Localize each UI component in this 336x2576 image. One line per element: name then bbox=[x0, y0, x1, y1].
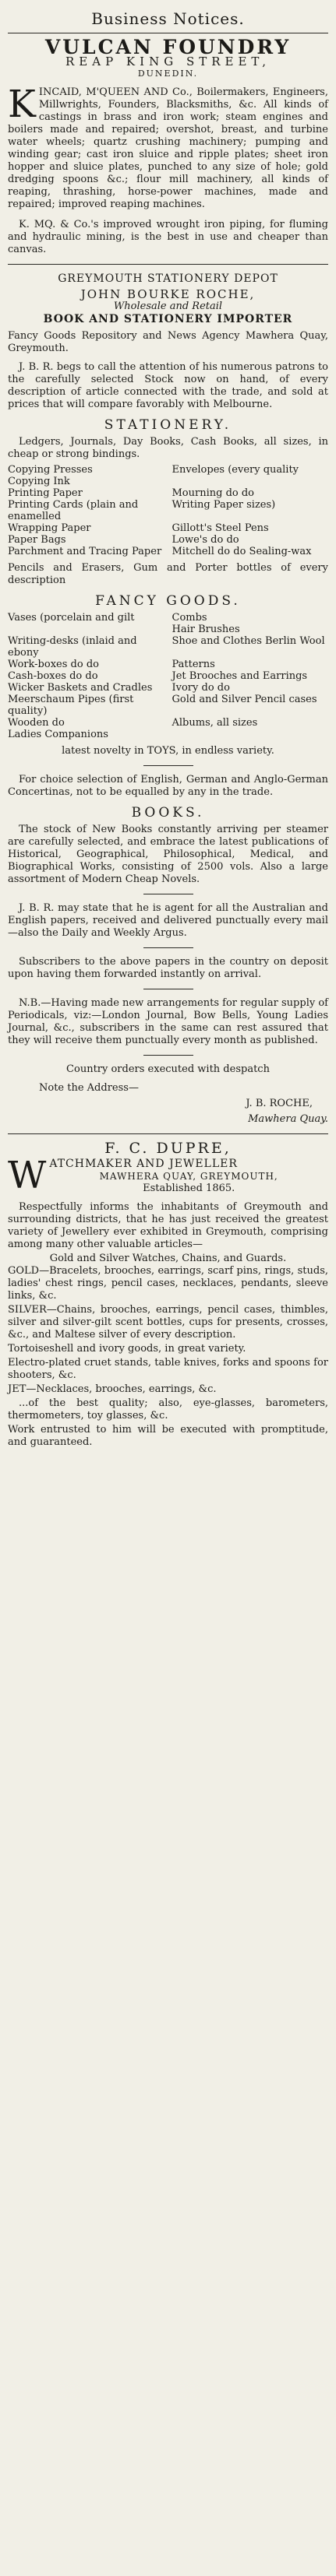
vulcan-note: K. MQ. & Co.'s improved wrought iron piping, for fluming and hydraulic mining, is the best in use and cheaper than canvas. bbox=[8, 219, 328, 255]
dupre-title: ATCHMAKER AND JEWELLER bbox=[49, 1158, 238, 1170]
fancy-item: Jet Brooches and Earrings bbox=[172, 670, 308, 682]
dupre-silver: SILVER—Chains, brooches, earrings, pencil cases, thimbles, silver and silver-gilt scent bottles, cups for presents, crosses, &c., and Maltese silver of every description. bbox=[8, 1304, 328, 1341]
dupre-electro: Electro-plated cruet stands, table knives, forks and spoons for shooters, &c. bbox=[8, 1357, 328, 1381]
fancy-item: Albums, all sizes bbox=[172, 717, 258, 729]
fancy-goods-line: Fancy Goods Repository and News Agency Mawhera Quay, Greymouth. bbox=[8, 330, 328, 354]
fancy-item: Ivory do do bbox=[172, 682, 230, 694]
importer-headline: BOOK AND STATIONERY IMPORTER bbox=[43, 313, 293, 325]
vulcan-body-text: INCAID, M'QUEEN AND Co., Boilermakers, Engineers, Millwrights, Founders, Blacksmiths, &c. All kinds of castings in brass and iron work; steam engines and boilers made and repaired; overshot, breast, and turbine water wheels; quartz crushing machinery; pumping and winding gear; cast iron sluice and ripple plates; sheet iron hopper and sluice plates, punched to any size of hole; gold dredging spoons &c.; flour mill machinery, all kinds of reaping, thrashing, horse-power machines, made and repaired; improved reaping machines. bbox=[8, 86, 328, 210]
stationery-item: Mourning do do bbox=[172, 487, 255, 499]
fancy-item: Hair Brushes bbox=[172, 624, 240, 635]
dupre-intro-tail: Gold and Silver Watches, Chains, and Guards. bbox=[49, 1253, 287, 1264]
fancy-goods-list bbox=[8, 612, 328, 740]
stationery-item: Printing Cards (plain and enamelled bbox=[8, 499, 139, 522]
vulcan-dropcap: K bbox=[8, 83, 36, 126]
stationery-tail: Pencils and Erasers, Gum and Porter bottles of every description bbox=[8, 562, 328, 586]
books-text: The stock of New Books constantly arriving per steamer are carefully selected, and embrace the latest publications of Historical, Geographical, Philosophical, Medical, and Biographical Works, consisting of 2500 vols. Also a large assortment of Modern Cheap Novels. bbox=[8, 824, 328, 885]
country-orders: Country orders executed with despatch bbox=[66, 1063, 270, 1075]
stationery-lead: Ledgers, Journals, Day Books, Cash Books, all sizes, in cheap or strong bindings. bbox=[8, 436, 328, 460]
stationery-heading: STATIONERY. bbox=[104, 417, 232, 433]
signature-place: Mawhera Quay. bbox=[248, 1113, 328, 1125]
stationery-item: Wrapping Paper bbox=[8, 522, 91, 534]
dupre-gold: GOLD—Bracelets, brooches, earrings, scarf pins, rings, studs, ladies' chest rings, pencil cases, necklaces, pendants, sleeve links, &c. bbox=[8, 1265, 328, 1302]
fancy-goods-tail: latest novelty in TOYS, in endless variety. bbox=[62, 745, 274, 757]
stationery-intro: J. B. R. begs to call the attention of his numerous patrons to the carefully selected Stock now on hand, of every description of article connected with the trade, and sold at prices that will compare favorably with Melbourne. bbox=[8, 361, 328, 410]
fancy-item bbox=[172, 729, 329, 740]
dupre-tortoiseshell: Tortoiseshell and ivory goods, in great variety. bbox=[8, 1343, 246, 1355]
dupre-intro: Respectfully informs the inhabitants of Greymouth and surrounding districts, that he has just received the greatest variety of Jewellery ever exhibited in Greymouth, comprising among many other valuable articles— bbox=[8, 1201, 328, 1250]
vulcan-street: REAP KING STREET, bbox=[65, 54, 271, 69]
fancy-item: Combs bbox=[172, 612, 207, 624]
stationery-item: Paper Bags bbox=[8, 534, 66, 546]
fancy-item: Wooden do bbox=[8, 717, 65, 729]
dupre-name: F. C. DUPRE, bbox=[104, 1140, 232, 1157]
stationery-item: Copying Presses bbox=[8, 464, 93, 476]
stationery-item: Mitchell do do Sealing-wax bbox=[172, 546, 312, 557]
dupre-closing: Work entrusted to him will be executed with promptitude, and guaranteed. bbox=[8, 1424, 328, 1448]
fancy-item: Gold and Silver Pencil cases bbox=[172, 694, 317, 705]
nb-text: N.B.—Having made new arrangements for regular supply of Periodicals, viz:—London Journal, Bow Bells, Young Ladies Journal, &c., subscribers in the same can rest assured that they will receive them punctually every month as published. bbox=[8, 997, 328, 1046]
fancy-item bbox=[8, 624, 164, 635]
dupre-address: MAWHERA QUAY, GREYMOUTH, bbox=[99, 1171, 278, 1182]
divider bbox=[8, 1133, 328, 1134]
concertinas-text: For choice selection of English, German and Anglo-German Concertinas, not to be equalled by any in the trade. bbox=[8, 774, 328, 798]
stationery-item: Writing Paper sizes) bbox=[172, 499, 276, 511]
stationery-item: Copying Ink bbox=[8, 476, 70, 487]
stationery-item: Lowe's do do bbox=[172, 534, 239, 546]
vulcan-body bbox=[8, 83, 328, 211]
trade-type: Wholesale and Retail bbox=[113, 300, 223, 312]
agent-text: J. B. R. may state that he is agent for all the Australian and English papers, received and delivered punctually every mail—also the Daily and Weekly Argus. bbox=[8, 902, 328, 939]
signature-name: J. B. ROCHE, bbox=[246, 1098, 313, 1109]
divider bbox=[143, 947, 193, 948]
dupre-title-block bbox=[8, 1154, 328, 1197]
fancy-item: Meerschaum Pipes (first quality) bbox=[8, 694, 134, 717]
books-heading: BOOKS. bbox=[131, 805, 205, 821]
dupre-jet: JET—Necklaces, brooches, earrings, &c. bbox=[8, 1383, 217, 1395]
fancy-item: Work-boxes do do bbox=[8, 659, 99, 670]
divider bbox=[8, 264, 328, 265]
stationery-list bbox=[8, 464, 328, 557]
fancy-item: Vases (porcelain and gilt bbox=[8, 612, 135, 624]
depot-title: GREYMOUTH STATIONERY DEPOT bbox=[58, 272, 278, 285]
subscribers-text: Subscribers to the above papers in the country on deposit upon having them forwarded instantly on arrival. bbox=[8, 956, 328, 980]
vulcan-advert bbox=[8, 36, 328, 256]
stationery-item: Gillott's Steel Pens bbox=[172, 522, 269, 534]
vulcan-name: VULCAN FOUNDRY bbox=[44, 36, 292, 58]
fancy-item: Writing-desks (inlaid and ebony bbox=[8, 635, 137, 659]
vulcan-city: DUNEDIN. bbox=[137, 69, 199, 79]
divider bbox=[143, 765, 193, 766]
section-title: Business Notices. bbox=[91, 9, 245, 28]
stationery-item bbox=[172, 476, 329, 487]
fancy-item: Patterns bbox=[172, 659, 215, 670]
divider bbox=[143, 1055, 193, 1056]
stationery-item: Parchment and Tracing Paper bbox=[8, 546, 162, 557]
dupre-body bbox=[8, 1201, 328, 1449]
fancy-goods-heading: FANCY GOODS. bbox=[95, 593, 241, 609]
fancy-item: Shoe and Clothes Berlin Wool bbox=[172, 635, 325, 647]
dupre-established: Established 1865. bbox=[143, 1183, 235, 1194]
fancy-item: Cash-boxes do do bbox=[8, 670, 98, 682]
stationery-advert bbox=[8, 272, 328, 1126]
fancy-item: Wicker Baskets and Cradles bbox=[8, 682, 153, 694]
dupre-dropcap: W bbox=[8, 1154, 47, 1197]
stationery-item: Envelopes (every quality bbox=[172, 464, 299, 476]
stationery-item: Printing Paper bbox=[8, 487, 83, 499]
dupre-advert bbox=[8, 1142, 328, 1449]
fancy-item: Ladies Companions bbox=[8, 729, 108, 740]
note-address: Note the Address— bbox=[39, 1082, 139, 1094]
owner-name: JOHN BOURKE ROCHE, bbox=[80, 287, 256, 301]
dupre-fragment: ...of the best quality; also, eye-glasses, barometers, thermometers, toy glasses, &c. bbox=[8, 1397, 328, 1422]
